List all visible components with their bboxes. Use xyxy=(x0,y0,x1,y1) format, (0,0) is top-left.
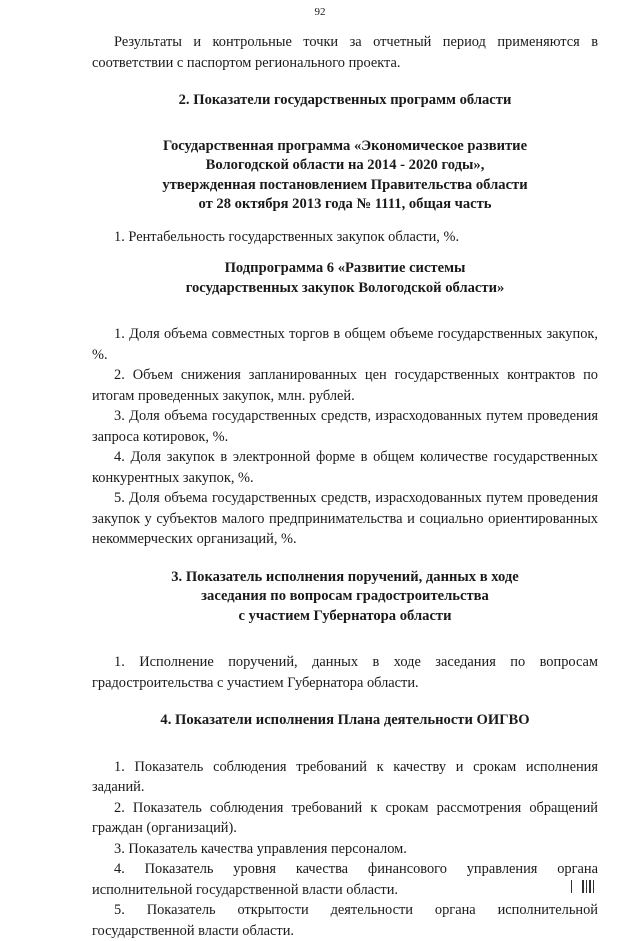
page-number: 92 xyxy=(0,6,640,18)
list-item: 1. Доля объема совместных торгов в общем объеме государственных закупок, %. xyxy=(92,324,598,365)
list-item: 1. Показатель соблюдения требований к качеству и срокам исполнения заданий. xyxy=(92,757,598,798)
intro-paragraph: Результаты и контрольные точки за отчетный период применяются в соответствии с паспортом регионального проекта. xyxy=(92,32,598,73)
barcode-mark xyxy=(571,879,595,893)
program-title-line: утвержденная постановлением Правительства области xyxy=(92,176,598,196)
list-item: 3. Доля объема государственных средств, израсходованных путем проведения запроса котировок, %. xyxy=(92,406,598,447)
list-item: 5. Показатель открытости деятельности органа исполнительной государственной власти области. xyxy=(92,900,598,941)
program-title xyxy=(92,137,598,215)
list-item: 4. Доля закупок в электронной форме в общем количестве государственных конкурентных закупок, %. xyxy=(92,447,598,488)
section-4-list xyxy=(92,757,598,941)
list-item: 3. Показатель качества управления персоналом. xyxy=(92,839,598,860)
section-3-heading-line: с участием Губернатора области xyxy=(92,607,598,627)
section-2-heading: 2. Показатели государственных программ области xyxy=(92,91,598,111)
list-item: 4. Показатель уровня качества финансового управления органа исполнительной государственной власти области. xyxy=(92,859,598,900)
section-3-heading-line: 3. Показатель исполнения поручений, данных в ходе xyxy=(92,568,598,588)
program-title-line: от 28 октября 2013 года № 1111, общая часть xyxy=(92,195,598,215)
program-item: 1. Рентабельность государственных закупок области, %. xyxy=(92,227,598,248)
list-item: 1. Исполнение поручений, данных в ходе заседания по вопросам градостроительства с участием Губернатора области. xyxy=(92,652,598,693)
program-title-line: Государственная программа «Экономическое развитие xyxy=(92,137,598,157)
section-3-heading-line: заседания по вопросам градостроительства xyxy=(92,587,598,607)
list-item: 5. Доля объема государственных средств, израсходованных путем проведения закупок у субъектов малого предпринимательства и социально ориентированных некоммерческих организаций, %. xyxy=(92,488,598,550)
subprogram-title xyxy=(92,259,598,298)
page-content xyxy=(92,32,598,941)
subprogram-list xyxy=(92,324,598,550)
subprogram-title-line: государственных закупок Вологодской области» xyxy=(92,279,598,299)
program-title-line: Вологодской области на 2014 - 2020 годы», xyxy=(92,156,598,176)
list-item: 2. Показатель соблюдения требований к срокам рассмотрения обращений граждан (организаций). xyxy=(92,798,598,839)
section-3-heading xyxy=(92,568,598,627)
subprogram-title-line: Подпрограмма 6 «Развитие системы xyxy=(92,259,598,279)
section-4-heading: 4. Показатели исполнения Плана деятельности ОИГВО xyxy=(92,711,598,731)
list-item: 2. Объем снижения запланированных цен государственных контрактов по итогам проведенных закупок, млн. рублей. xyxy=(92,365,598,406)
